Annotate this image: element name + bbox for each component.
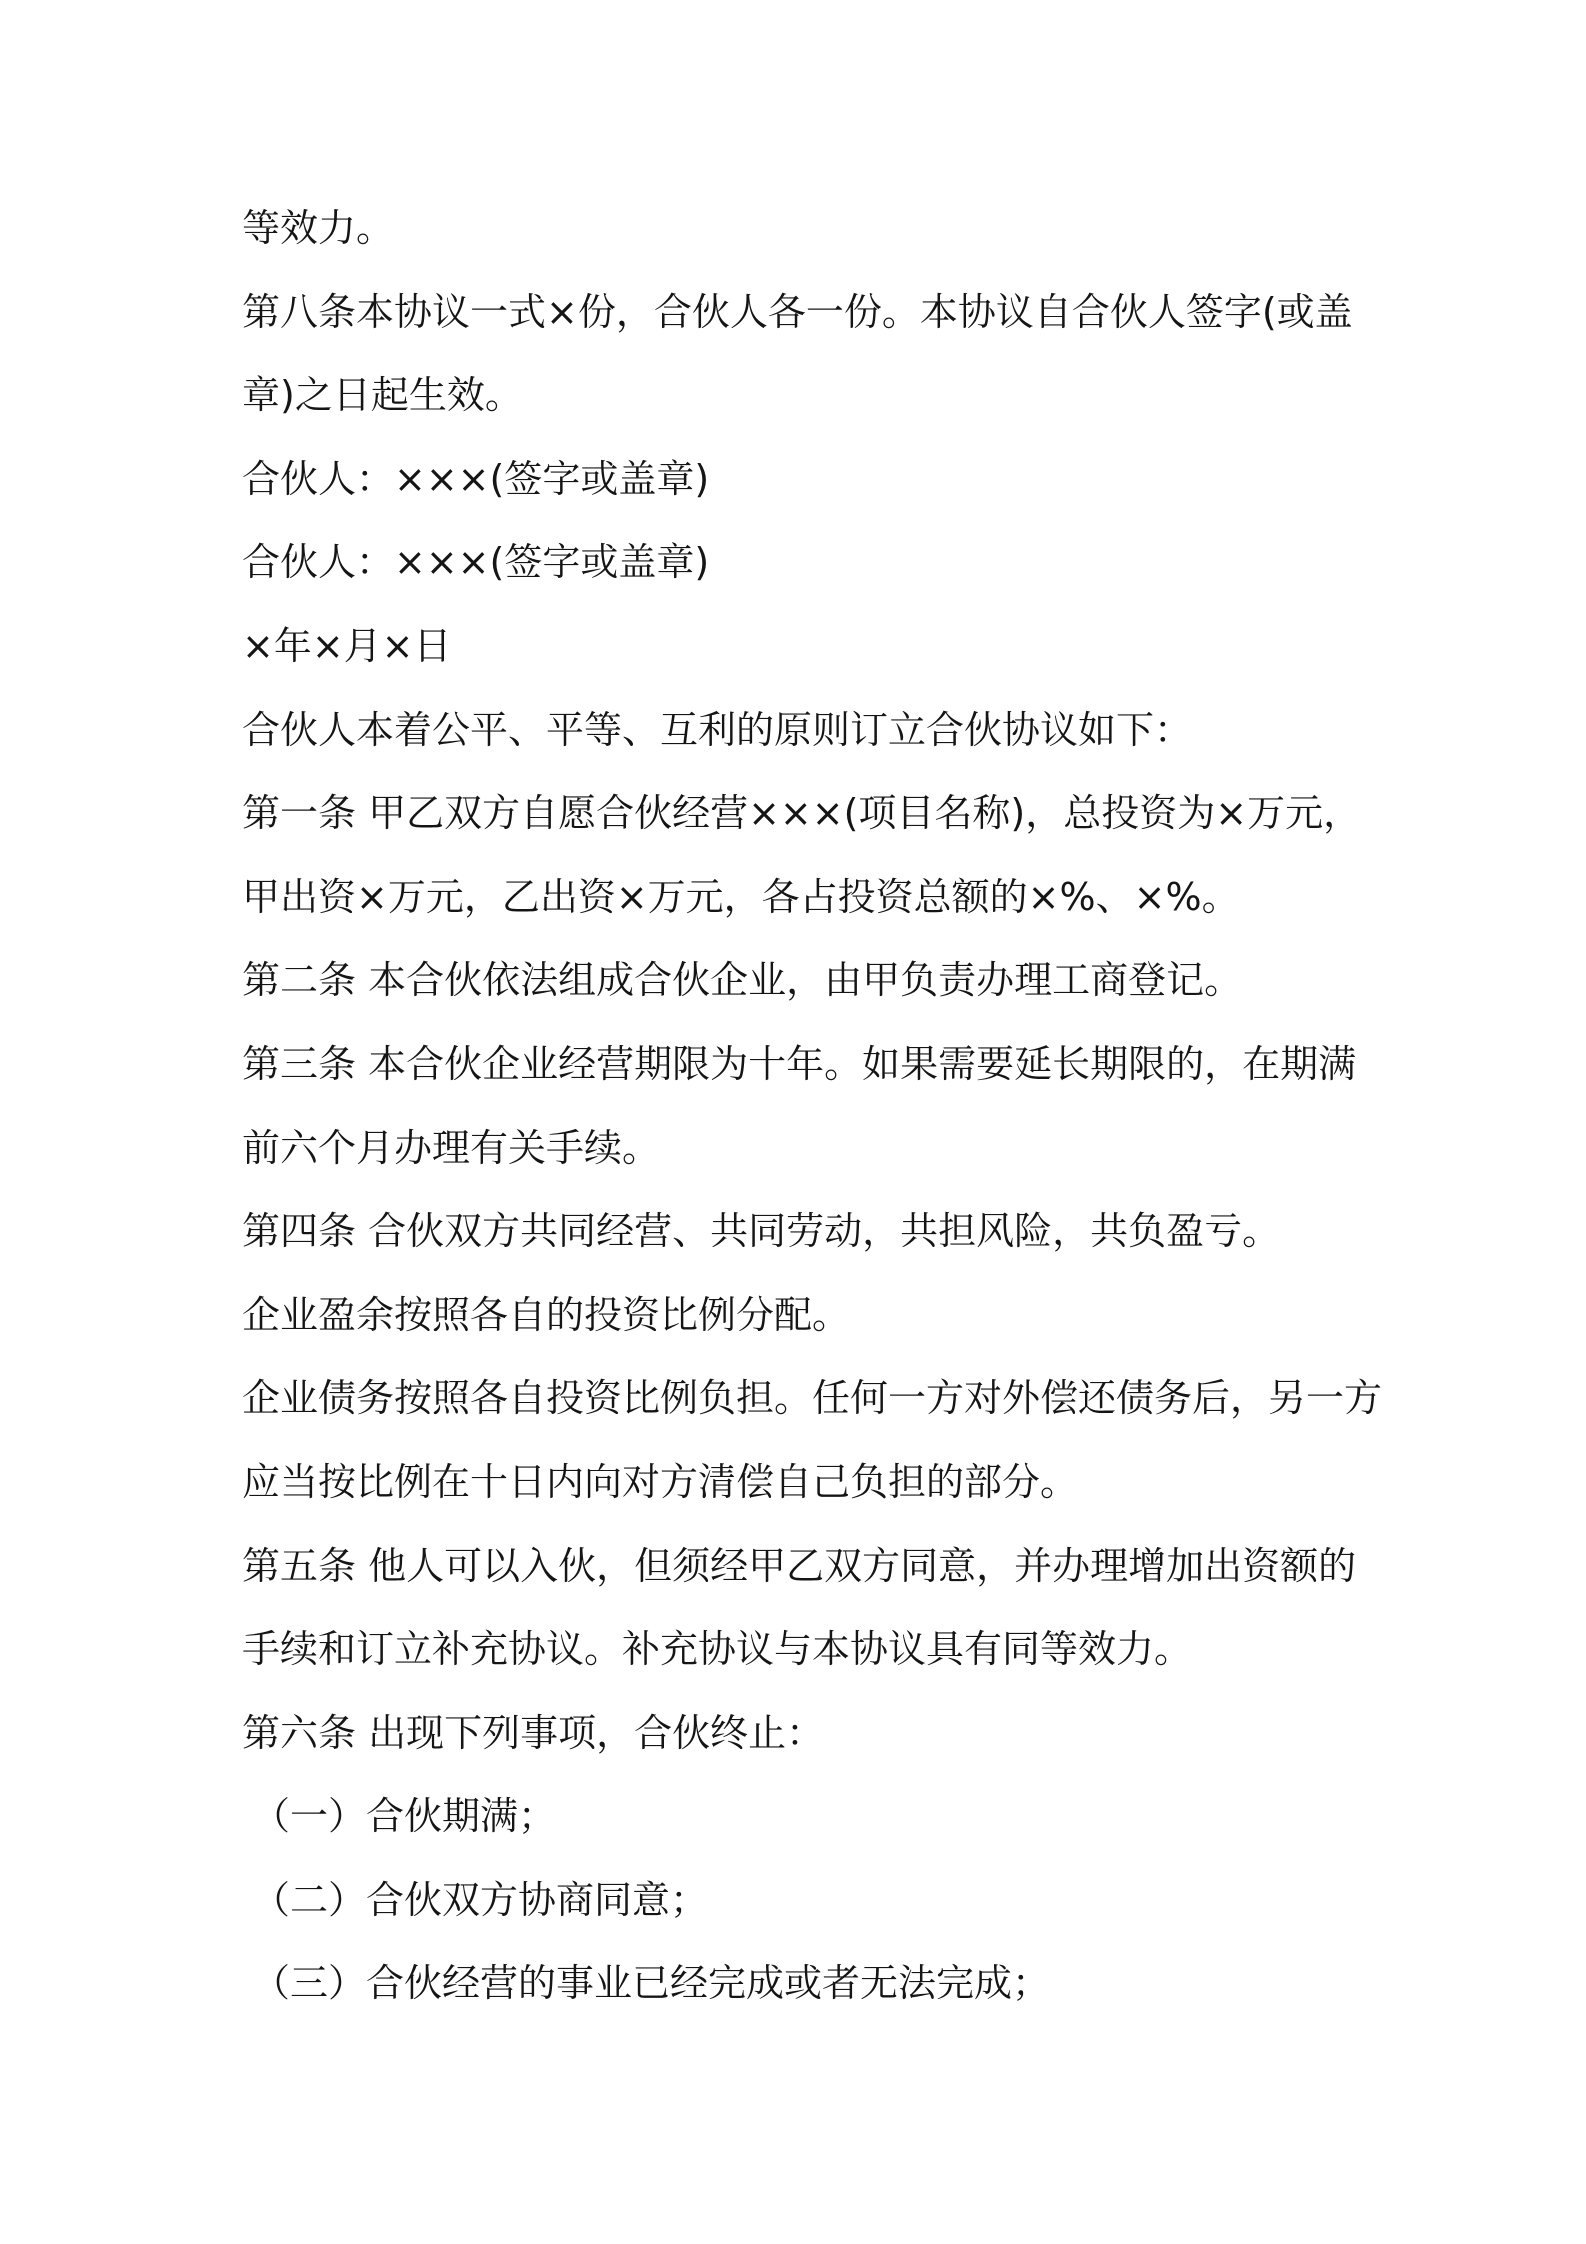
- preamble: 合伙人本着公平、平等、互利的原则订立合伙协议如下：: [242, 707, 1193, 752]
- article-6: 第六条 出现下列事项，合伙终止：: [242, 1710, 825, 1755]
- article-1: 第一条 甲乙双方自愿合伙经营×××(项目名称)，总投资为×万元，: [242, 791, 1362, 836]
- text-line: 企业债务按照各自投资比例负担。任何一方对外偿还债务后，另一方: [242, 1376, 1383, 1421]
- article-2: 第二条 本合伙依法组成合伙企业，由甲负责办理工商登记。: [242, 958, 1243, 1003]
- article-3: 第三条 本合伙企业经营期限为十年。如果需要延长期限的，在期满: [242, 1041, 1357, 1086]
- list-item: （二）合伙双方协商同意；: [252, 1877, 709, 1922]
- list-item: （三）合伙经营的事业已经完成或者无法完成；: [252, 1961, 1051, 2006]
- text-line: 等效力。: [242, 206, 395, 250]
- signature-line: 合伙人：×××(签字或盖章): [242, 456, 710, 501]
- article-4: 第四条 合伙双方共同经营、共同劳动，共担风险，共负盈亏。: [242, 1209, 1281, 1254]
- text-line: 手续和订立补充协议。补充协议与本协议具有同等效力。: [242, 1627, 1193, 1672]
- text-line: 甲出资×万元，乙出资×万元，各占投资总额的×%、×%。: [242, 874, 1240, 919]
- text-line: 章)之日起生效。: [242, 373, 523, 418]
- text-line: 应当按比例在十日内向对方清偿自己负担的部分。: [242, 1459, 1079, 1504]
- list-item: （一）合伙期满；: [252, 1794, 557, 1839]
- signature-line: 合伙人：×××(签字或盖章): [242, 540, 710, 585]
- document-body: [242, 196, 1383, 2035]
- text-line: 企业盈余按照各自的投资比例分配。: [242, 1292, 851, 1337]
- text-line: 前六个月办理有关手续。: [242, 1125, 661, 1170]
- article-5: 第五条 他人可以入伙，但须经甲乙双方同意，并办理增加出资额的: [242, 1543, 1357, 1588]
- date-line: ×年×月×日: [242, 623, 452, 668]
- text-line: 第八条本协议一式×份，合伙人各一份。本协议自合伙人签字(或盖: [242, 289, 1353, 334]
